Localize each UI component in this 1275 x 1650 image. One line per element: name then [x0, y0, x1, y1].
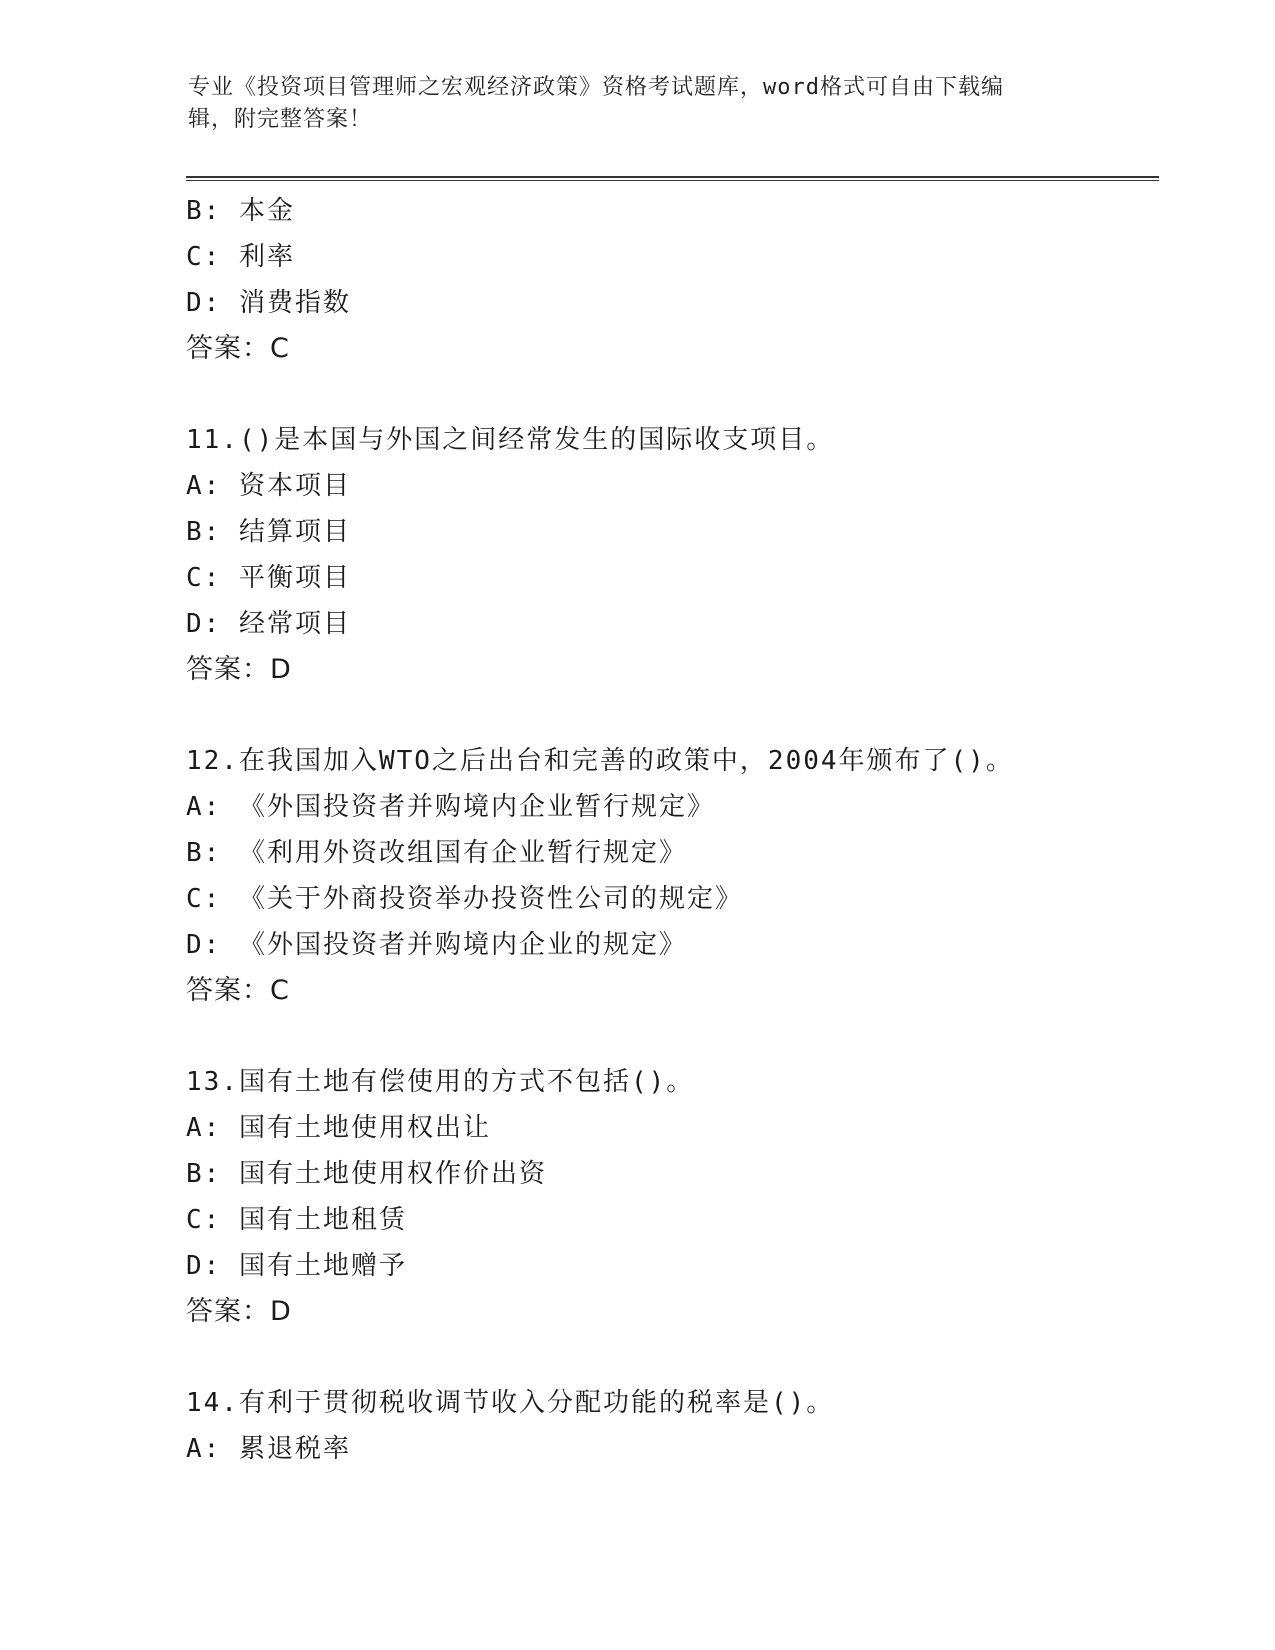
option-b: B: 本金 — [186, 196, 295, 226]
option-b: B: 国有土地使用权作价出资 — [186, 1159, 547, 1189]
option-b: B: 结算项目 — [186, 517, 351, 547]
option-c: C: 平衡项目 — [186, 563, 351, 593]
option-c: C: 利率 — [186, 242, 295, 272]
question-text: 13.国有土地有偿使用的方式不包括()。 — [186, 1067, 695, 1097]
answer-line: 答案：C — [186, 975, 290, 1006]
question-13 — [186, 1059, 1146, 1335]
answer-line: 答案：D — [186, 1296, 292, 1327]
option-a: A: 国有土地使用权出让 — [186, 1113, 491, 1143]
option-a: A: 累退税率 — [186, 1434, 351, 1464]
option-a: A: 《外国投资者并购境内企业暂行规定》 — [186, 792, 715, 822]
option-d: D: 国有土地赠予 — [186, 1251, 407, 1281]
option-a: A: 资本项目 — [186, 471, 351, 501]
question-text: 14.有利于贯彻税收调节收入分配功能的税率是()。 — [186, 1388, 835, 1418]
header-line-1: 专业《投资项目管理师之宏观经济政策》资格考试题库，word格式可自由下载编 — [188, 75, 1004, 100]
option-d: D: 经常项目 — [186, 609, 351, 639]
option-c: C: 《关于外商投资举办投资性公司的规定》 — [186, 884, 743, 914]
question-11 — [186, 417, 1146, 693]
question-text: 12.在我国加入WTO之后出台和完善的政策中，2004年颁布了()。 — [186, 746, 1014, 776]
header-line-2: 辑，附完整答案！ — [188, 107, 373, 132]
option-d: D: 《外国投资者并购境内企业的规定》 — [186, 930, 687, 960]
question-list — [186, 188, 1146, 1472]
option-b: B: 《利用外资改组国有企业暂行规定》 — [186, 838, 687, 868]
question-14 — [186, 1380, 1146, 1472]
question-12 — [186, 738, 1146, 1014]
answer-line: 答案：C — [186, 333, 290, 364]
document-header — [188, 72, 1068, 136]
question-text: 11.()是本国与外国之间经常发生的国际收支项目。 — [186, 425, 835, 455]
answer-line: 答案：D — [186, 654, 292, 685]
option-d: D: 消费指数 — [186, 288, 351, 318]
header-divider — [186, 176, 1159, 181]
question-10-continued — [186, 188, 1146, 372]
option-c: C: 国有土地租赁 — [186, 1205, 407, 1235]
